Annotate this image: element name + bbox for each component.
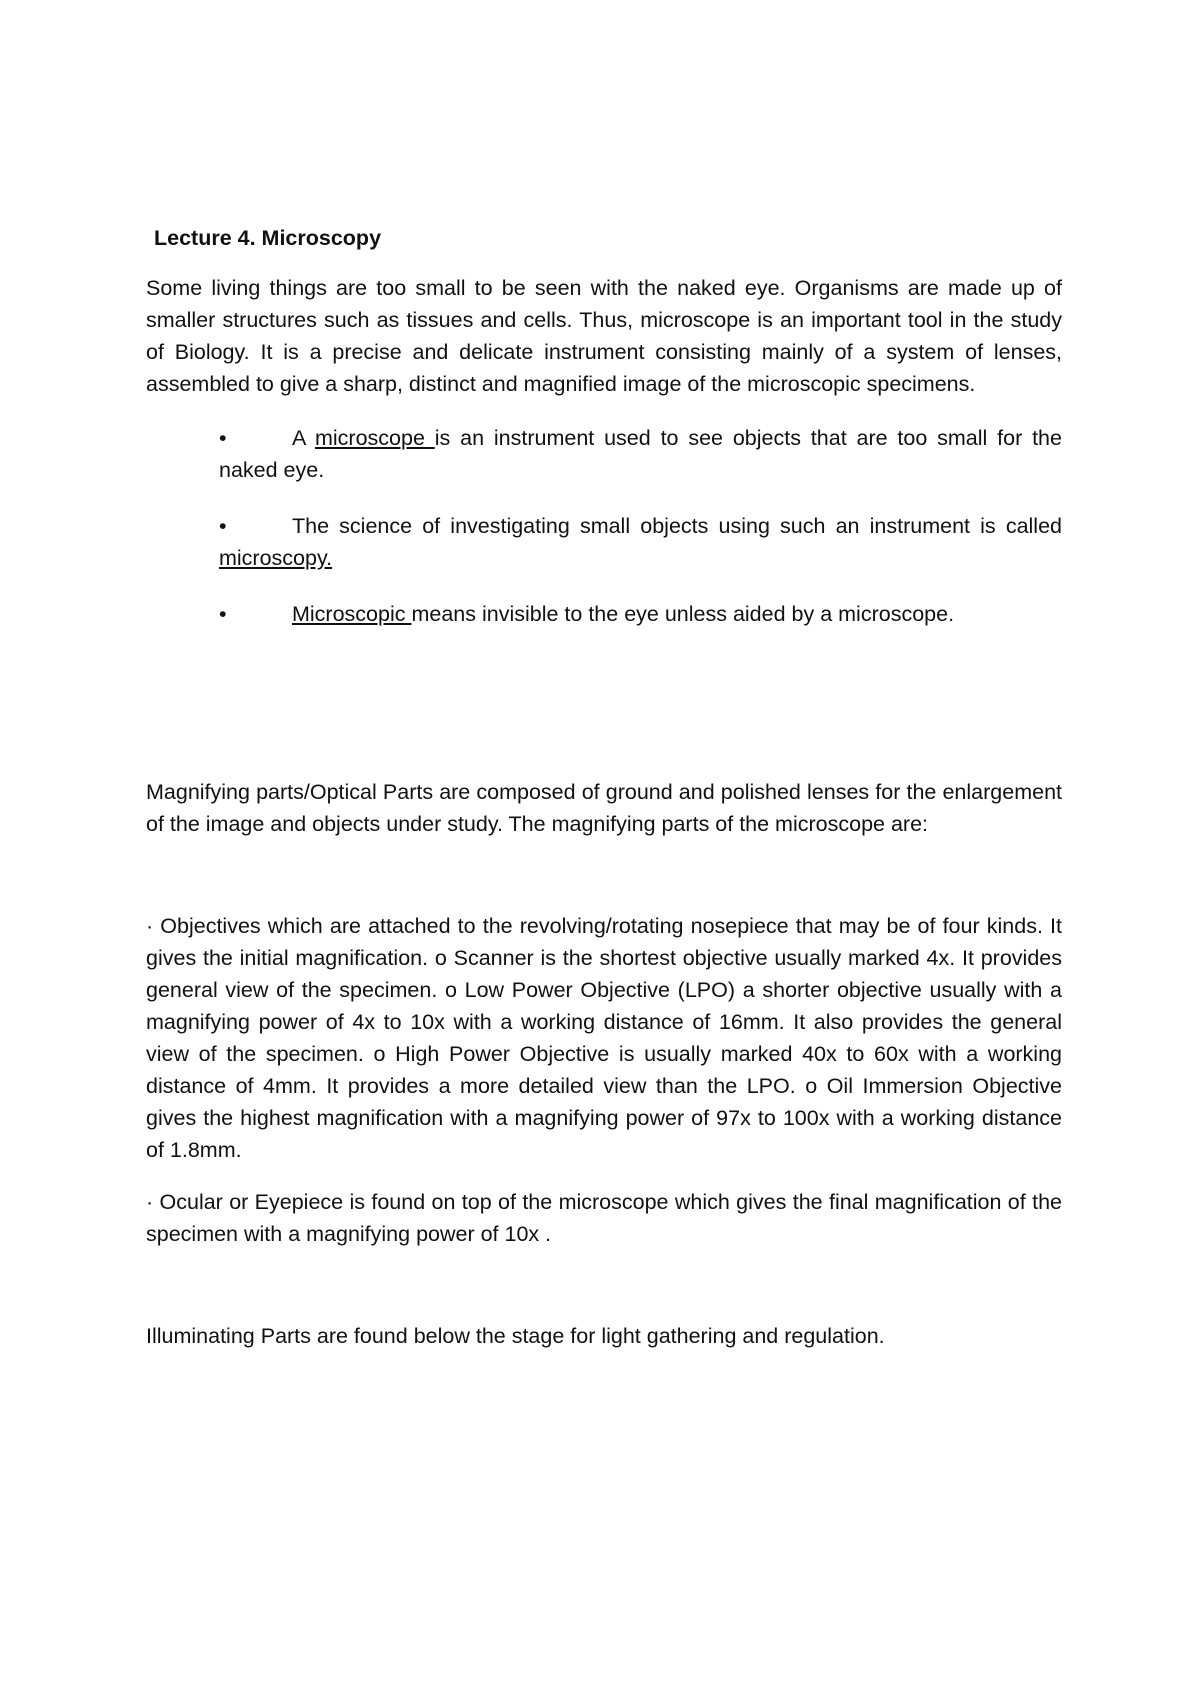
- bullet-text-after: is an instrument used to see objects that are too small for the naked eye.: [219, 426, 1062, 482]
- document-content: [146, 222, 1062, 1352]
- bullet-text-after: means invisible to the eye unless aided by a microscope.: [411, 602, 955, 626]
- objectives-paragraph: · Objectives which are attached to the revolving/rotating nosepiece that may be of four kinds. It gives the initial magnification. o Scanner is the shortest objective usually marked 4x. It provides general view of the specimen. o Low Power Objective (LPO) a shorter objective usually with a magnifying power of 4x to 10x with a working distance of 16mm. It also provides the general view of the specimen. o High Power Objective is usually marked 40x to 60x with a working distance of 4mm. It provides a more detailed view than the LPO. o Oil Immersion Objective gives the highest magnification with a magnifying power of 97x to 100x with a working distance of 1.8mm.: [146, 914, 1062, 1162]
- section-spacer: [146, 1250, 1062, 1320]
- definition-list: [146, 422, 1062, 630]
- bullet-icon: •: [219, 426, 227, 450]
- definition-item-microscopic: [219, 598, 1062, 630]
- bullet-text-before: A: [292, 426, 315, 450]
- ocular-paragraph: · Ocular or Eyepiece is found on top of the microscope which gives the final magnification of the specimen with a magnifying power of 10x .: [146, 1190, 1062, 1246]
- document-title: Lecture 4. Microscopy: [154, 226, 382, 250]
- section-spacer: [146, 840, 1062, 910]
- underlined-term: microscopy.: [219, 546, 333, 570]
- bullet-text-before: The science of investigating small objects using such an instrument is called: [292, 514, 1062, 538]
- underlined-term: microscope: [315, 426, 435, 450]
- definition-item-microscope: [219, 422, 1062, 486]
- underlined-term: Microscopic: [292, 602, 412, 626]
- definition-item-microscopy: [219, 510, 1062, 574]
- intro-paragraph: Some living things are too small to be seen with the naked eye. Organisms are made up of smaller structures such as tissues and cells. Thus, microscope is an important tool in the study of Biology. It is a precise and delicate instrument consisting mainly of a system of lenses, assembled to give a sharp, distinct and magnified image of the microscopic specimens.: [146, 276, 1062, 396]
- section-spacer: [146, 654, 1062, 776]
- bullet-icon: •: [219, 514, 227, 538]
- magnifying-parts-paragraph: Magnifying parts/Optical Parts are composed of ground and polished lenses for the enlargement of the image and objects under study. The magnifying parts of the microscope are:: [146, 780, 1062, 836]
- bullet-icon: •: [219, 602, 227, 626]
- illuminating-parts-paragraph: Illuminating Parts are found below the stage for light gathering and regulation.: [146, 1324, 885, 1348]
